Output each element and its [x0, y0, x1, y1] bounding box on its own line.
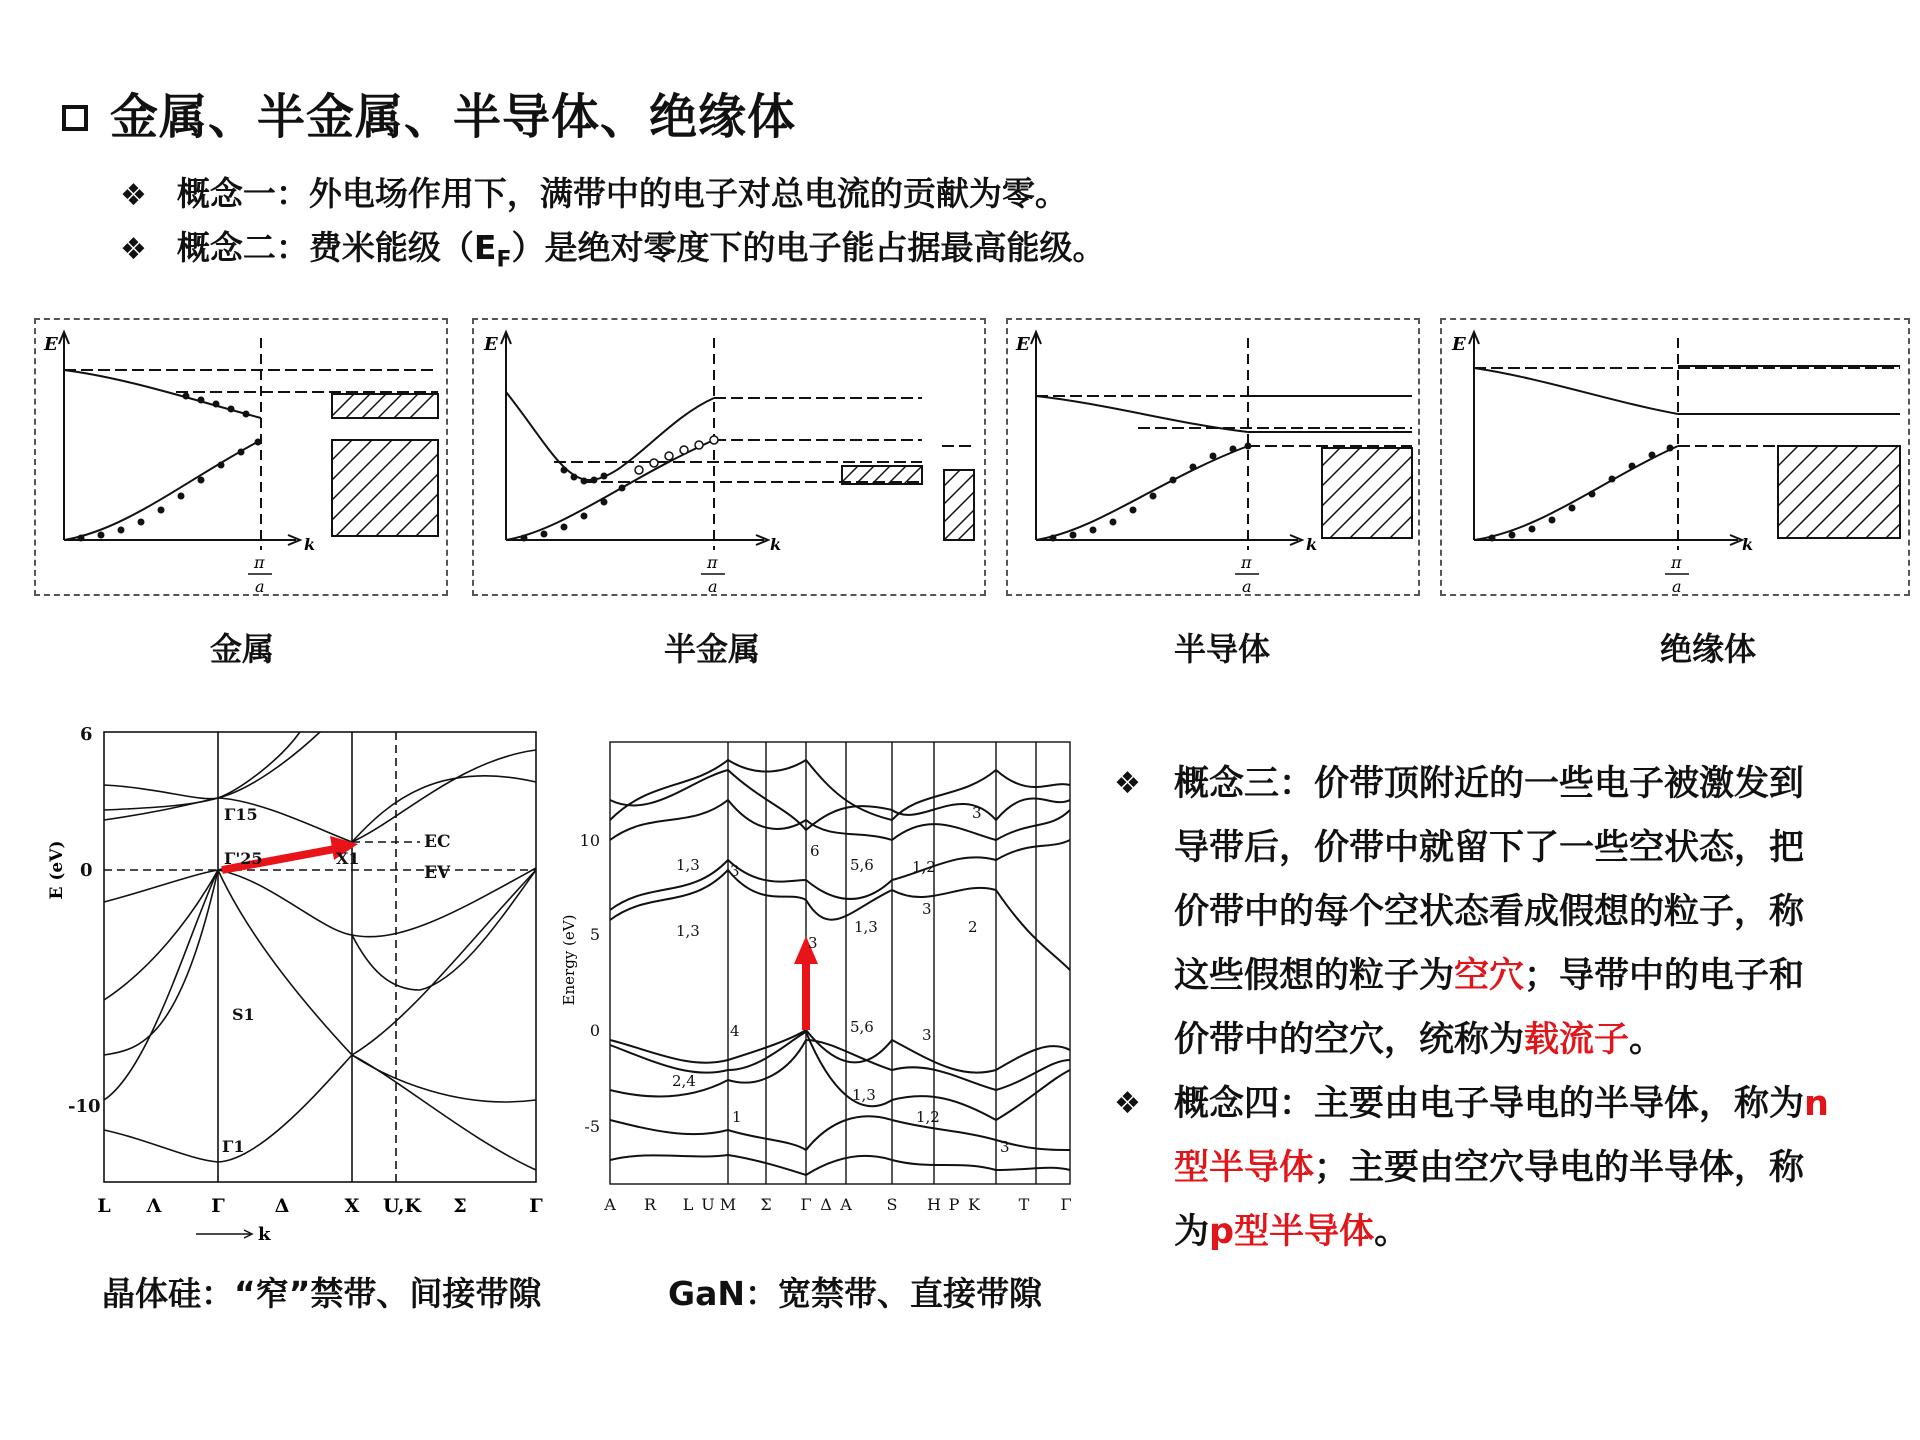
text: 这些假想的粒子为: [1174, 956, 1455, 996]
a-label: a: [1672, 577, 1682, 596]
gan-label: 2: [968, 918, 978, 936]
gan-xtick: P: [948, 1195, 960, 1214]
gan-xtick: L: [682, 1195, 694, 1214]
si-xtick: Δ: [274, 1195, 290, 1217]
gan-label: 1,3: [852, 1086, 876, 1104]
a-label: a: [708, 577, 718, 596]
concept-3-line: 导带后，价带中就留下了一些空状态，把: [1174, 828, 1805, 868]
gan-label: 6: [810, 842, 820, 860]
text: 。: [1374, 1212, 1410, 1252]
text: ；导带中的电子和: [1524, 956, 1805, 996]
axis-k-label: k: [304, 535, 316, 554]
axis-e-label: E: [484, 334, 498, 355]
concept-4-line: [1118, 1072, 1898, 1136]
concept-3-line: [1118, 1008, 1898, 1072]
si-xtick: X: [344, 1195, 360, 1217]
band-diagram-metal: [36, 320, 448, 596]
gan-label: 3: [808, 934, 818, 952]
si-label-ev: EV: [424, 863, 451, 883]
band-panel-semiconductor: [1006, 318, 1420, 596]
si-xtick: L: [97, 1195, 111, 1217]
band-diagram-insulator: [1442, 320, 1910, 596]
gan-xtick: S: [886, 1195, 898, 1214]
concept-2-text-b: ）是绝对零度下的电子能占据最高能级。: [511, 228, 1106, 267]
checkbox-bullet-icon: [62, 105, 88, 131]
gan-label: 1,2: [916, 1108, 940, 1126]
a-label: a: [255, 577, 265, 596]
gan-label: 4: [730, 1022, 740, 1040]
band-panel-metal: [34, 318, 448, 596]
caption-gan: GaN：宽禁带、直接带隙: [668, 1274, 1042, 1313]
si-label-x1: X1: [336, 849, 360, 868]
si-label-g25: Γ'25: [224, 849, 263, 868]
gan-xtick: R: [643, 1195, 657, 1214]
gan-ytick: 10: [579, 831, 600, 850]
gan-xtick: Σ: [760, 1195, 772, 1214]
si-label-g15: Γ15: [224, 805, 258, 824]
label-semiconductor: 半导体: [1173, 630, 1271, 668]
gan-xtick: Γ: [1060, 1195, 1072, 1214]
band-diagram-semimetal: [474, 320, 986, 596]
gan-ytick: 0: [589, 1021, 600, 1040]
si-ylabel: E (eV): [47, 840, 67, 900]
label-metal: 金属: [209, 630, 275, 668]
gan-ylabel: Energy (eV): [560, 914, 578, 1006]
concept-4-line: [1118, 1200, 1898, 1264]
highlight-carrier: 载流子: [1524, 1020, 1630, 1060]
diamond-bullet-icon: ❖: [120, 232, 147, 267]
si-xtick: Γ: [529, 1195, 543, 1217]
highlight-n-type: 型半导体: [1174, 1148, 1315, 1188]
gan-xtick: Δ: [820, 1195, 832, 1214]
gan-label: 1,2: [912, 858, 936, 876]
highlight-n: n: [1804, 1084, 1829, 1124]
gan-label: 5,6: [850, 856, 874, 874]
gan-label: 1: [732, 1108, 742, 1126]
concept-1-text: 概念一：外电场作用下，满带中的电子对总电流的贡献为零。: [176, 174, 1068, 213]
pi-label: π: [707, 553, 718, 572]
band-panel-insulator: [1440, 318, 1910, 596]
gan-ytick: 5: [589, 925, 600, 944]
gan-ytick: -5: [584, 1117, 600, 1136]
concept-3-line: 价带中的每个空状态看成假想的粒子，称: [1174, 892, 1805, 932]
concept-3-line: [1118, 944, 1898, 1008]
gan-xtick: M: [719, 1195, 737, 1214]
band-panel-semimetal: [472, 318, 986, 596]
gan-label: 3: [922, 900, 932, 918]
gan-label: 2,4: [672, 1072, 696, 1090]
concept-2-text-a: 概念二：费米能级（E: [176, 228, 497, 267]
highlight-p-type: p型半导体: [1209, 1212, 1375, 1252]
si-ytick-neg10: -10: [68, 1096, 101, 1117]
si-label-ec: EC: [424, 832, 451, 852]
label-insulator: 绝缘体: [1659, 630, 1757, 668]
diamond-bullet-icon: ❖: [1114, 766, 1141, 801]
axis-e-label: E: [1016, 334, 1030, 355]
axis-k-label: k: [1306, 535, 1318, 554]
gan-xtick: H: [927, 1195, 941, 1214]
gan-xtick: U: [701, 1195, 715, 1214]
electron-dots: [78, 393, 262, 542]
pi-label: π: [1241, 553, 1252, 572]
gan-label: 1,3: [676, 856, 700, 874]
si-band-structure: [40, 720, 560, 1250]
pi-label: π: [1671, 553, 1682, 572]
si-xtick: U,K: [383, 1195, 421, 1217]
concept-2-subscript: F: [496, 247, 512, 273]
si-label-s1: S1: [232, 1005, 255, 1024]
text: 。: [1629, 1020, 1665, 1060]
gan-label: 3: [972, 804, 982, 822]
si-ytick-6: 6: [80, 724, 93, 745]
diamond-bullet-icon: ❖: [120, 178, 147, 213]
gan-xtick: A: [840, 1195, 852, 1214]
label-semimetal: 半金属: [663, 630, 761, 668]
si-label-g1: Γ1: [222, 1137, 245, 1156]
concept-4: [1114, 1072, 1898, 1264]
concept-1: [120, 168, 1068, 215]
band-diagram-semiconductor: [1008, 320, 1420, 596]
axis-e-label: E: [44, 334, 58, 355]
highlight-hole: 空穴: [1454, 956, 1525, 996]
si-xtick: Λ: [146, 1195, 162, 1217]
text: ；主要由空穴导电的半导体，称: [1314, 1148, 1805, 1188]
gan-label: 3: [730, 862, 740, 880]
gan-xtick: A: [604, 1195, 616, 1214]
concept-4-line: [1118, 1136, 1898, 1200]
text: 概念四：主要由电子导电的半导体，称为: [1174, 1084, 1805, 1124]
concept-3-line: 概念三：价带顶附近的一些电子被激发到: [1174, 764, 1805, 804]
title-text: 金属、半金属、半导体、绝缘体: [110, 89, 797, 145]
a-label: a: [1242, 577, 1252, 596]
text: 价带中的空穴，统称为: [1174, 1020, 1525, 1060]
axis-k-label: k: [1742, 535, 1754, 554]
concept-2: [120, 222, 1105, 273]
page-title: [62, 78, 796, 147]
si-ytick-0: 0: [80, 860, 93, 881]
si-xtick: Γ: [211, 1195, 225, 1217]
gan-label: 3: [922, 1026, 932, 1044]
concept-3: [1114, 752, 1898, 1072]
gan-xtick: T: [1018, 1195, 1030, 1214]
axis-e-label: E: [1452, 334, 1466, 355]
si-xlabel: k: [258, 1224, 271, 1245]
gan-label: 1,3: [854, 918, 878, 936]
si-xtick: Σ: [453, 1195, 467, 1217]
pi-label: π: [254, 553, 265, 572]
diamond-bullet-icon: ❖: [1114, 1086, 1141, 1121]
text: 为: [1174, 1212, 1210, 1252]
gan-band-structure: [560, 740, 1080, 1230]
gan-xtick: K: [968, 1195, 980, 1214]
gan-label: 3: [1000, 1138, 1010, 1156]
gan-label: 5,6: [850, 1018, 874, 1036]
caption-si: 晶体硅：“窄”禁带、间接带隙: [102, 1274, 542, 1313]
gan-xtick: Γ: [800, 1195, 812, 1214]
axis-k-label: k: [770, 535, 782, 554]
gan-label: 1,3: [676, 922, 700, 940]
